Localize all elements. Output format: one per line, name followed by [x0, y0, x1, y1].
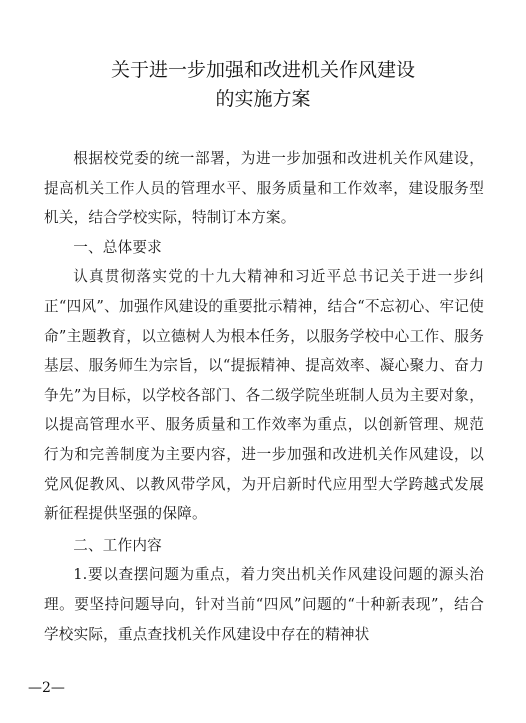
page-number: —2— [28, 680, 65, 696]
section-2-heading: 二、工作内容 [73, 536, 162, 554]
document-title-line-1: 关于进一步加强和改进机关作风建设 [110, 59, 415, 81]
section-1-paragraph: 认真贯彻落实党的十九大精神和习近平总书记关于进一步纠正“四风”、加强作风建设的重要批示精神，结合“不忘初心、牢记使命”主题教育，以立德树人为根本任务，以服务学校中心工作、服务基层、服务师生为宗旨，以“提振精神、提高效率、凝心聚力、奋力争先”为目标，以学校各部门、各二级学院坐班制人员为主要对象，以提高管理水平、服务质量和工作效率为重点，以创新管理、规范行为和完善制度为主要内容，进一步加强和改进机关作风建设，以党风促教风、以教风带学风，为开启新时代应用型大学跨越式发展新征程提供坚强的保障。 [44, 268, 484, 523]
document-title-line-2: 的实施方案 [215, 88, 311, 110]
document-body [44, 144, 484, 649]
intro-paragraph: 根据校党委的统一部署，为进一步加强和改进机关作风建设，提高机关工作人员的管理水平、服务质量和工作效率，建设服务型机关，结合学校实际，特制订本方案。 [44, 150, 484, 227]
section-2-item-1: 1.要以查摆问题为重点，着力突出机关作风建设问题的源头治理。要坚持问题导向，针对当前“四风”问题的“十种新表现”，结合学校实际，重点查找机关作风建设中存在的精神状 [44, 566, 484, 643]
section-1-heading: 一、总体要求 [73, 238, 162, 256]
